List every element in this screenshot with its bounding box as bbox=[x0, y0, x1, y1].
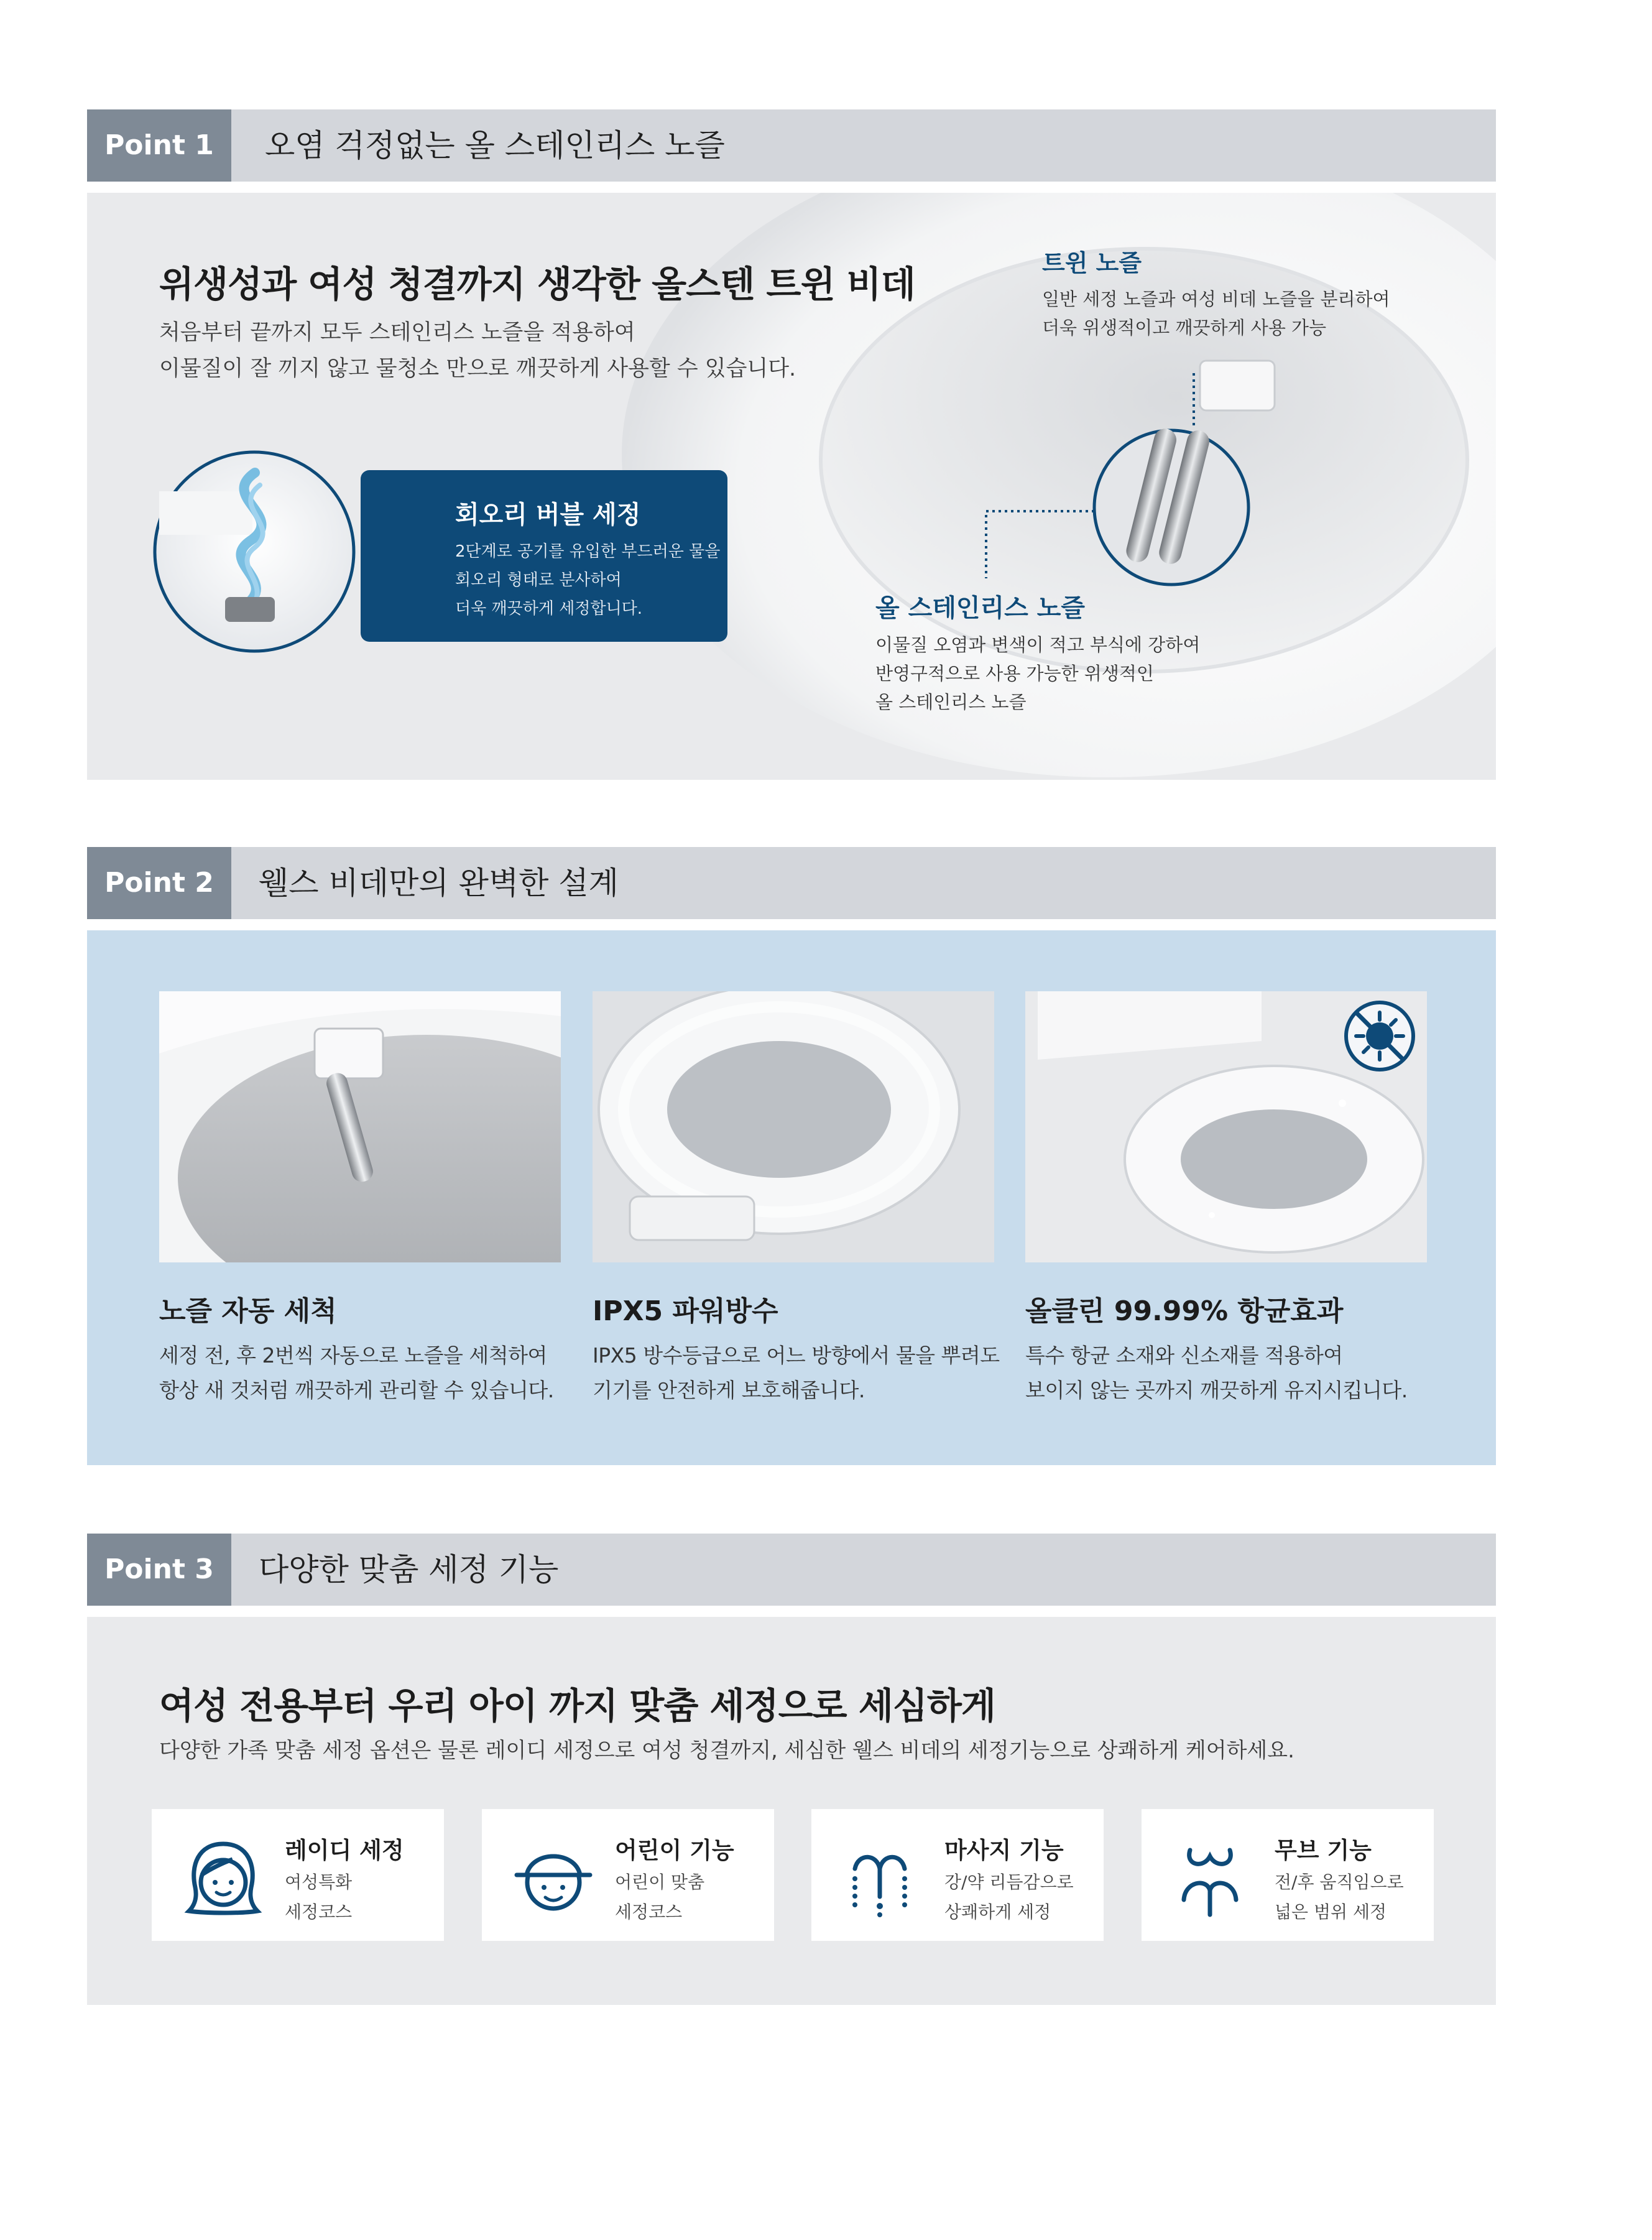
feature-ipx5-line2: 기기를 안전하게 보호해줍니다. bbox=[593, 1378, 865, 1402]
feature-nozzle-clean-line1: 세정 전, 후 2번씩 자동으로 노즐을 세척하여 bbox=[159, 1343, 547, 1368]
point2-title: 웰스 비데만의 완벽한 설계 bbox=[259, 865, 619, 901]
move-mode-card bbox=[1142, 1809, 1434, 1941]
point1-headline: 위생성과 여성 청결까지 생각한 올스텐 트윈 비데 bbox=[159, 263, 915, 305]
point1-panel bbox=[87, 193, 1496, 780]
massage-mode-card bbox=[811, 1809, 1104, 1941]
stainless-nozzle-title: 올 스테인리스 노즐 bbox=[875, 594, 1085, 622]
antibacterial-photo bbox=[1025, 991, 1427, 1262]
feature-ipx5-line1: IPX5 방수등급으로 어느 방향에서 물을 뿌려도 bbox=[593, 1343, 1000, 1368]
stainless-nozzle-line3: 올 스테인리스 노즐 bbox=[875, 692, 1027, 713]
massage-mode-title: 마사지 기능 bbox=[944, 1837, 1064, 1864]
antibacterial-icon bbox=[1341, 997, 1418, 1075]
feature-nozzle-clean-line2: 항상 새 것처럼 깨끗하게 관리할 수 있습니다. bbox=[159, 1378, 554, 1402]
child-mode-line1: 어린이 맞춤 bbox=[615, 1872, 705, 1892]
point1-title: 오염 걱정없는 올 스테인리스 노즐 bbox=[265, 127, 725, 164]
feature-nozzle-clean-title: 노즐 자동 세척 bbox=[159, 1295, 337, 1327]
nozzle-clean-photo bbox=[159, 991, 561, 1262]
point3-tag: Point 3 bbox=[87, 1534, 231, 1606]
point3-body: 다양한 가족 맞춤 세정 옵션은 물론 레이디 세정으로 여성 청결까지, 세심한 웰스 비데의 세정기능으로 상쾌하게 케어하세요. bbox=[159, 1738, 1294, 1763]
lady-mode-title: 레이디 세정 bbox=[285, 1837, 404, 1864]
bubble-line2: 회오리 형태로 분사하여 bbox=[455, 571, 622, 590]
stainless-nozzle-line1: 이물질 오염과 변색이 적고 부식에 강하여 bbox=[875, 634, 1201, 655]
child-face-icon bbox=[513, 1838, 594, 1918]
bubble-callout bbox=[361, 470, 727, 642]
child-mode-card bbox=[482, 1809, 774, 1941]
feature-antibacterial-line1: 특수 항균 소재와 신소재를 적용하여 bbox=[1025, 1343, 1343, 1368]
move-mode-title: 무브 기능 bbox=[1275, 1837, 1372, 1864]
point1-header bbox=[87, 109, 1496, 182]
massage-mode-line2: 상쾌하게 세정 bbox=[944, 1902, 1051, 1922]
massage-spray-icon bbox=[842, 1838, 923, 1918]
twin-nozzle-line2: 더욱 위생적이고 깨끗하게 사용 가능 bbox=[1042, 317, 1327, 338]
bubble-line3: 더욱 깨끗하게 세정합니다. bbox=[455, 599, 643, 618]
move-mode-line1: 전/후 움직임으로 bbox=[1275, 1872, 1404, 1892]
point3-title: 다양한 맞춤 세정 기능 bbox=[259, 1552, 559, 1588]
point2-tag: Point 2 bbox=[87, 847, 231, 919]
feature-antibacterial-title: 올클린 99.99% 항균효과 bbox=[1025, 1295, 1344, 1327]
point1-body-line2: 이물질이 잘 끼지 않고 물청소 만으로 깨끗하게 사용할 수 있습니다. bbox=[159, 356, 796, 381]
point1-body-line1: 처음부터 끝까지 모두 스테인리스 노즐을 적용하여 bbox=[159, 320, 635, 345]
bubble-line1: 2단계로 공기를 유입한 부드러운 물을 bbox=[455, 542, 721, 561]
twin-nozzle-title: 트윈 노즐 bbox=[1042, 249, 1142, 277]
point3-headline: 여성 전용부터 우리 아이 까지 맞춤 세정으로 세심하게 bbox=[159, 1685, 995, 1727]
point3-header bbox=[87, 1534, 1496, 1606]
point2-header bbox=[87, 847, 1496, 919]
stainless-nozzle-line2: 반영구적으로 사용 가능한 위생적인 bbox=[875, 663, 1154, 684]
child-mode-title: 어린이 기능 bbox=[615, 1837, 734, 1864]
point1-tag: Point 1 bbox=[87, 109, 231, 182]
twin-nozzle-line1: 일반 세정 노즐과 여성 비데 노즐을 분리하여 bbox=[1042, 289, 1390, 310]
ipx5-photo bbox=[593, 991, 994, 1262]
move-spray-icon bbox=[1173, 1838, 1253, 1918]
move-mode-line2: 넓은 범위 세정 bbox=[1275, 1902, 1387, 1922]
massage-mode-line1: 강/약 리듬감으로 bbox=[944, 1872, 1074, 1892]
feature-ipx5-title: IPX5 파워방수 bbox=[593, 1295, 778, 1327]
bubble-spray-image bbox=[150, 448, 358, 655]
lady-mode-line1: 여성특화 bbox=[285, 1872, 353, 1892]
bubble-title: 회오리 버블 세정 bbox=[455, 501, 641, 529]
lady-mode-card bbox=[152, 1809, 444, 1941]
lady-face-icon bbox=[183, 1838, 264, 1918]
feature-antibacterial-line2: 보이지 않는 곳까지 깨끗하게 유지시킵니다. bbox=[1025, 1378, 1408, 1402]
child-mode-line2: 세정코스 bbox=[615, 1902, 683, 1922]
lady-mode-line2: 세정코스 bbox=[285, 1902, 353, 1922]
